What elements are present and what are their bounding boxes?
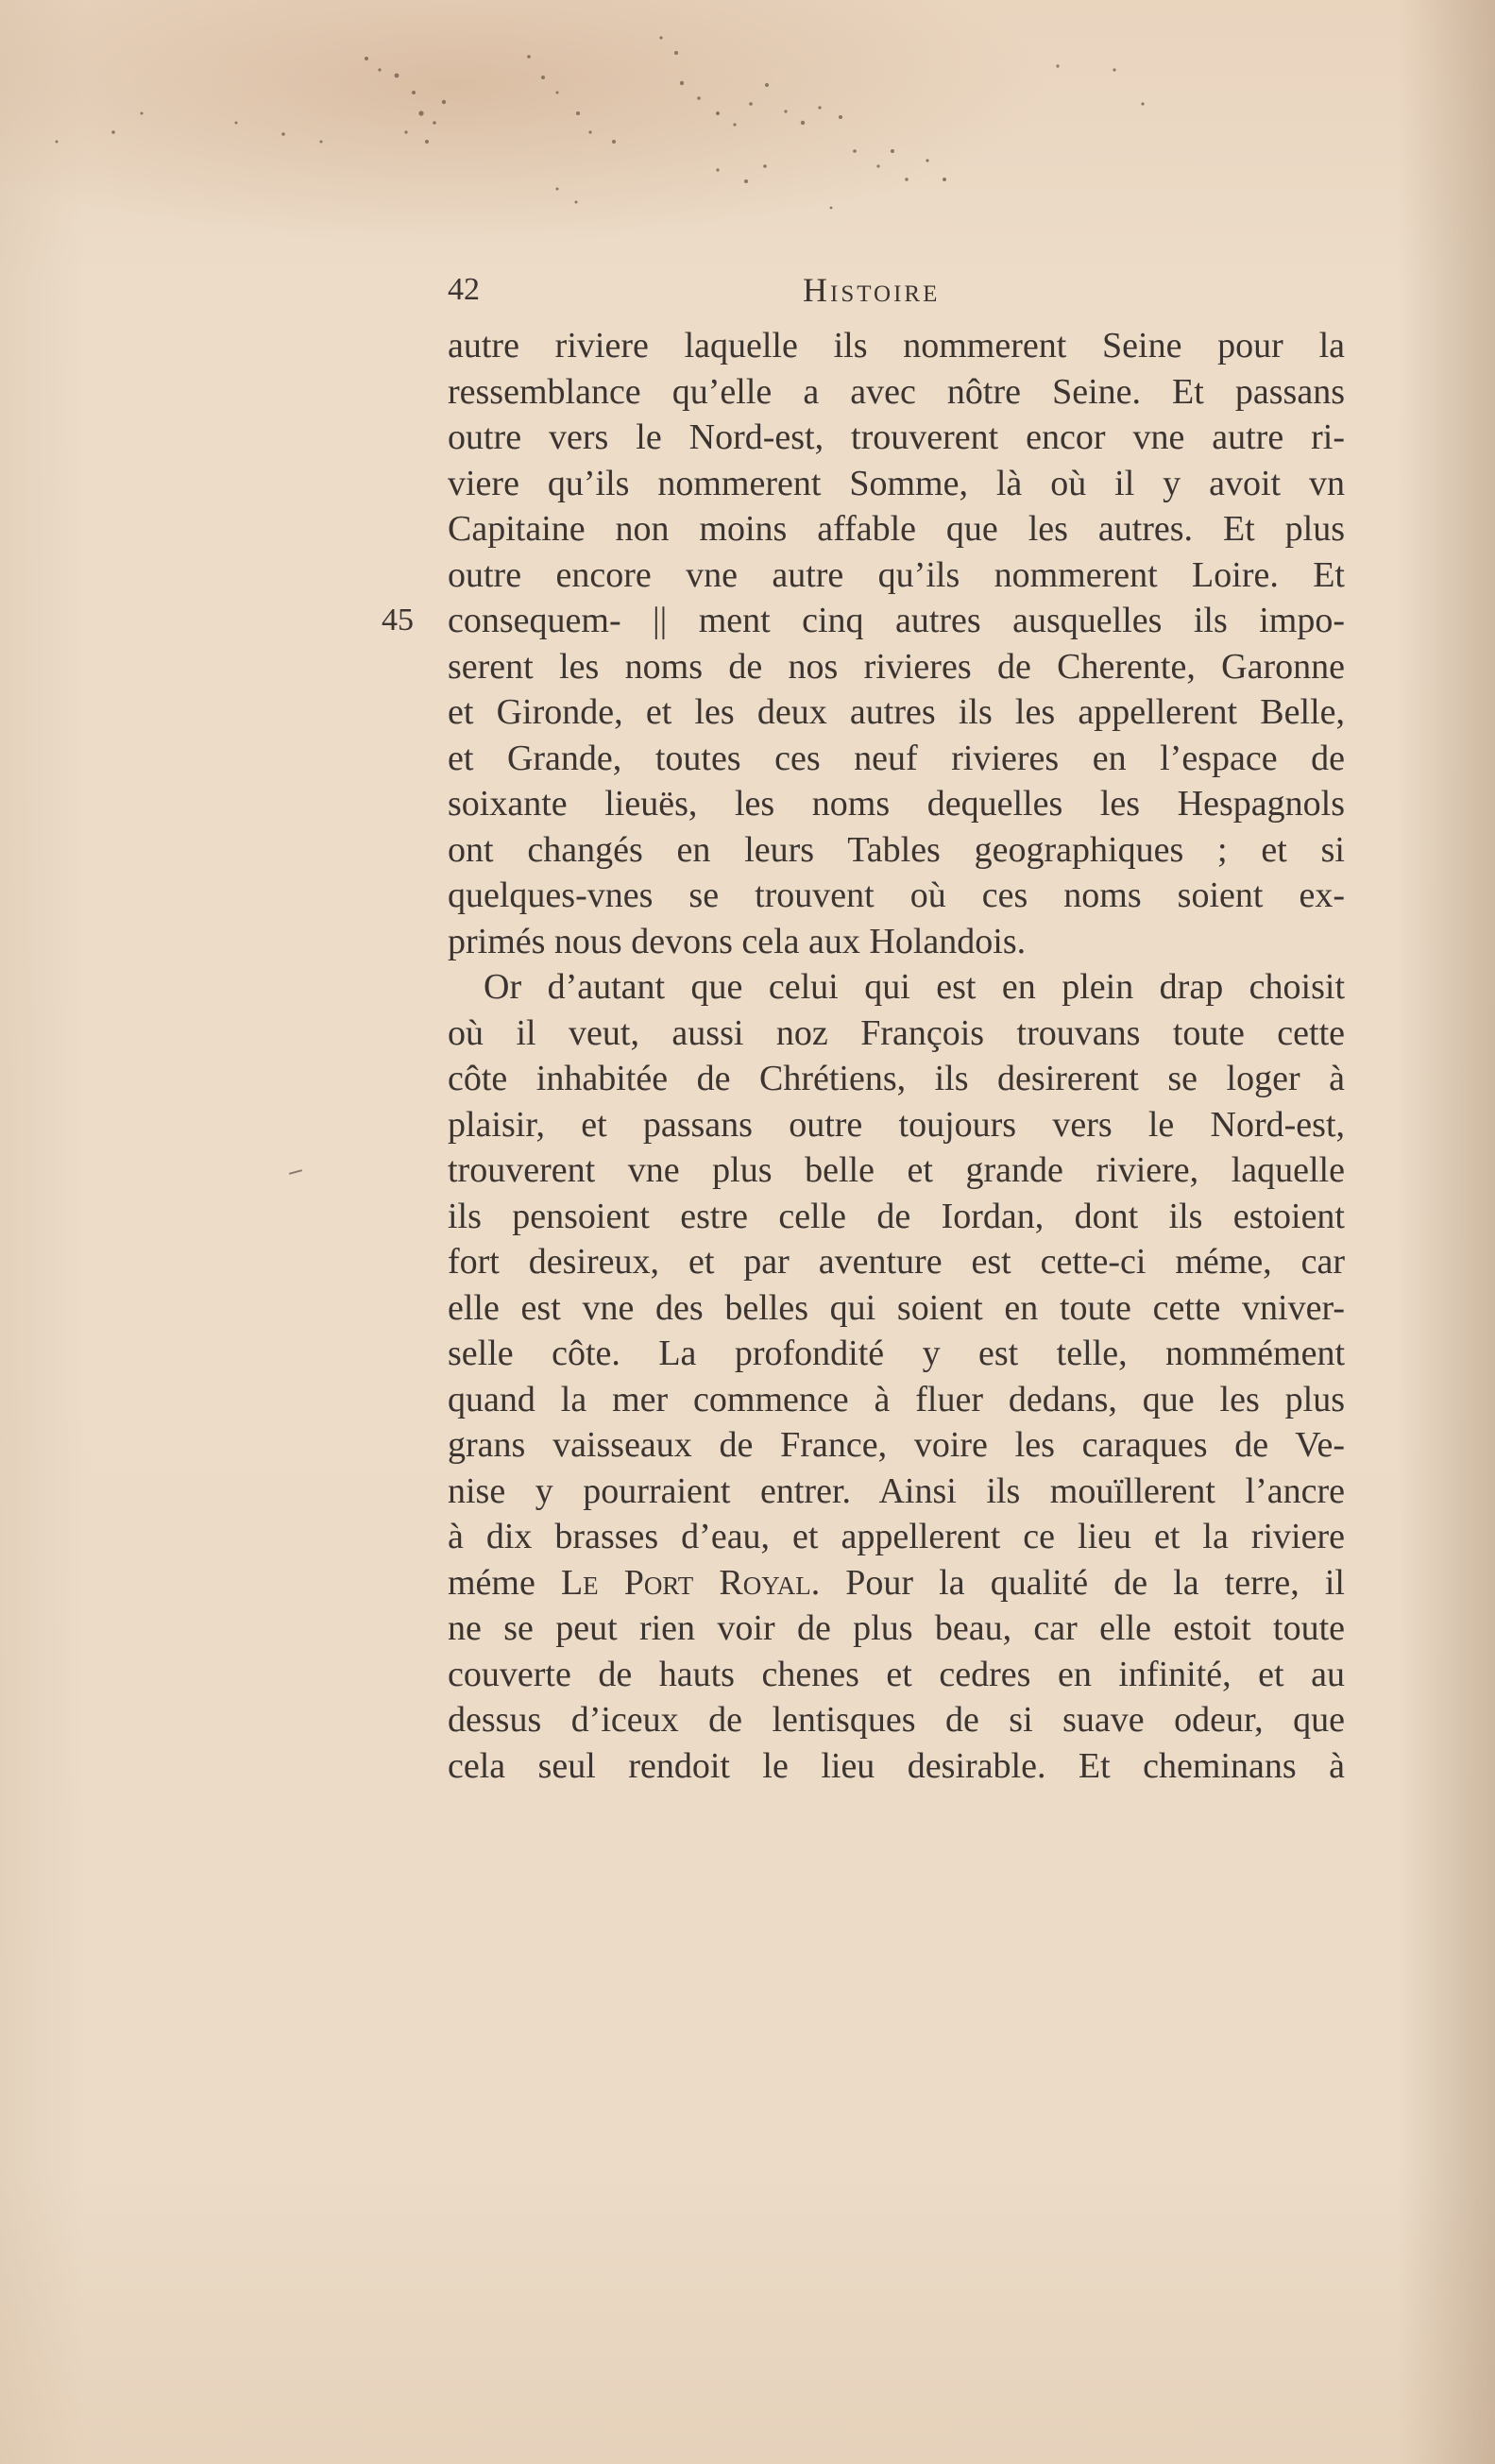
running-head: [448, 266, 1345, 314]
text-line: cela seul rendoit le lieu desirable. Et cheminans à: [448, 1745, 1345, 1786]
text-line: Or d’autant que celui qui est en plein drap choisit: [484, 967, 1345, 1007]
text-line: et Gironde, et les deux autres ils les appellerent Belle,: [448, 692, 1345, 732]
book-page: [382, 266, 1345, 1789]
text-line: primés nous devons cela aux Holandois.: [448, 921, 1027, 961]
text-line: à dix brasses d’eau, et appellerent ce lieu et la riviere: [448, 1517, 1345, 1556]
text-line: plaisir, et passans outre toujours vers le Nord-est,: [448, 1104, 1345, 1145]
foxing-speckles: [0, 0, 1495, 246]
text-line: nise y pourraient entrer. Ainsi ils mouïllerent l’ancre: [448, 1470, 1345, 1511]
text-line-port-royal: [448, 1560, 1345, 1606]
text-line: serent les noms de nos rivieres de Cherente, Garonne: [448, 646, 1345, 687]
text-line: ils pensoient estre celle de Iordan, dont ils estoient: [448, 1196, 1345, 1236]
text-line: outre encore vne autre qu’ils nommerent Loire. Et: [448, 554, 1345, 595]
text-line: ressemblance qu’elle a avec nôtre Seine. Et passans: [448, 371, 1345, 412]
text-line: ont changés en leurs Tables geographiques ; et si: [448, 829, 1345, 870]
text-line: consequem- || ment cinq autres ausquelles ils impo-: [448, 601, 1345, 640]
text-line: quand la mer commence à fluer dedans, que les plus: [448, 1379, 1345, 1419]
text-fragment: . Pour la qualité de la terre, il: [810, 1562, 1345, 1603]
line-number: 45: [382, 603, 414, 637]
text-line: quelques-vnes se trouvent où ces noms soient ex-: [448, 875, 1345, 915]
text-line: et Grande, toutes ces neuf rivieres en l’espace de: [448, 738, 1345, 778]
text-line: outre vers le Nord-est, trouverent encor vne autre ri-: [448, 417, 1345, 457]
text-line: couverte de hauts chenes et cedres en infinité, et au: [448, 1654, 1345, 1694]
text-line: selle côte. La profondité y est telle, nommément: [448, 1334, 1345, 1373]
body-text: [382, 323, 1345, 1789]
text-fragment: méme: [448, 1562, 561, 1603]
running-title: Histoire: [803, 271, 941, 309]
text-line: soixante lieuës, les noms dequelles les Hespagnols: [448, 784, 1345, 824]
numbered-line-row: [382, 598, 1345, 644]
margin-mark: [289, 1169, 302, 1175]
place-name-port-royal: Le Port Royal: [560, 1562, 811, 1603]
text-line: elle est vne des belles qui soient en toute cette vniver-: [448, 1287, 1345, 1328]
text-line: dessus d’iceux de lentisques de si suave odeur, que: [448, 1700, 1345, 1740]
text-line: autre riviere laquelle ils nommerent Seine pour la: [448, 326, 1345, 365]
text-line: ne se peut rien voir de plus beau, car elle estoit toute: [448, 1608, 1345, 1648]
text-line: fort desireux, et par aventure est cette-ci méme, car: [448, 1242, 1345, 1282]
text-line: grans vaisseaux de France, voire les caraques de Ve-: [448, 1425, 1345, 1465]
text-line: où il veut, aussi noz François trouvans toute cette: [448, 1012, 1345, 1053]
text-line: viere qu’ils nommerent Somme, là où il y avoit vn: [448, 463, 1345, 503]
text-line: trouverent vne plus belle et grande riviere, laquelle: [448, 1150, 1345, 1190]
page-number: 42: [448, 272, 480, 307]
text-line: Capitaine non moins affable que les autres. Et plus: [448, 509, 1345, 549]
text-line: côte inhabitée de Chrétiens, ils desirerent se loger à: [448, 1059, 1345, 1098]
